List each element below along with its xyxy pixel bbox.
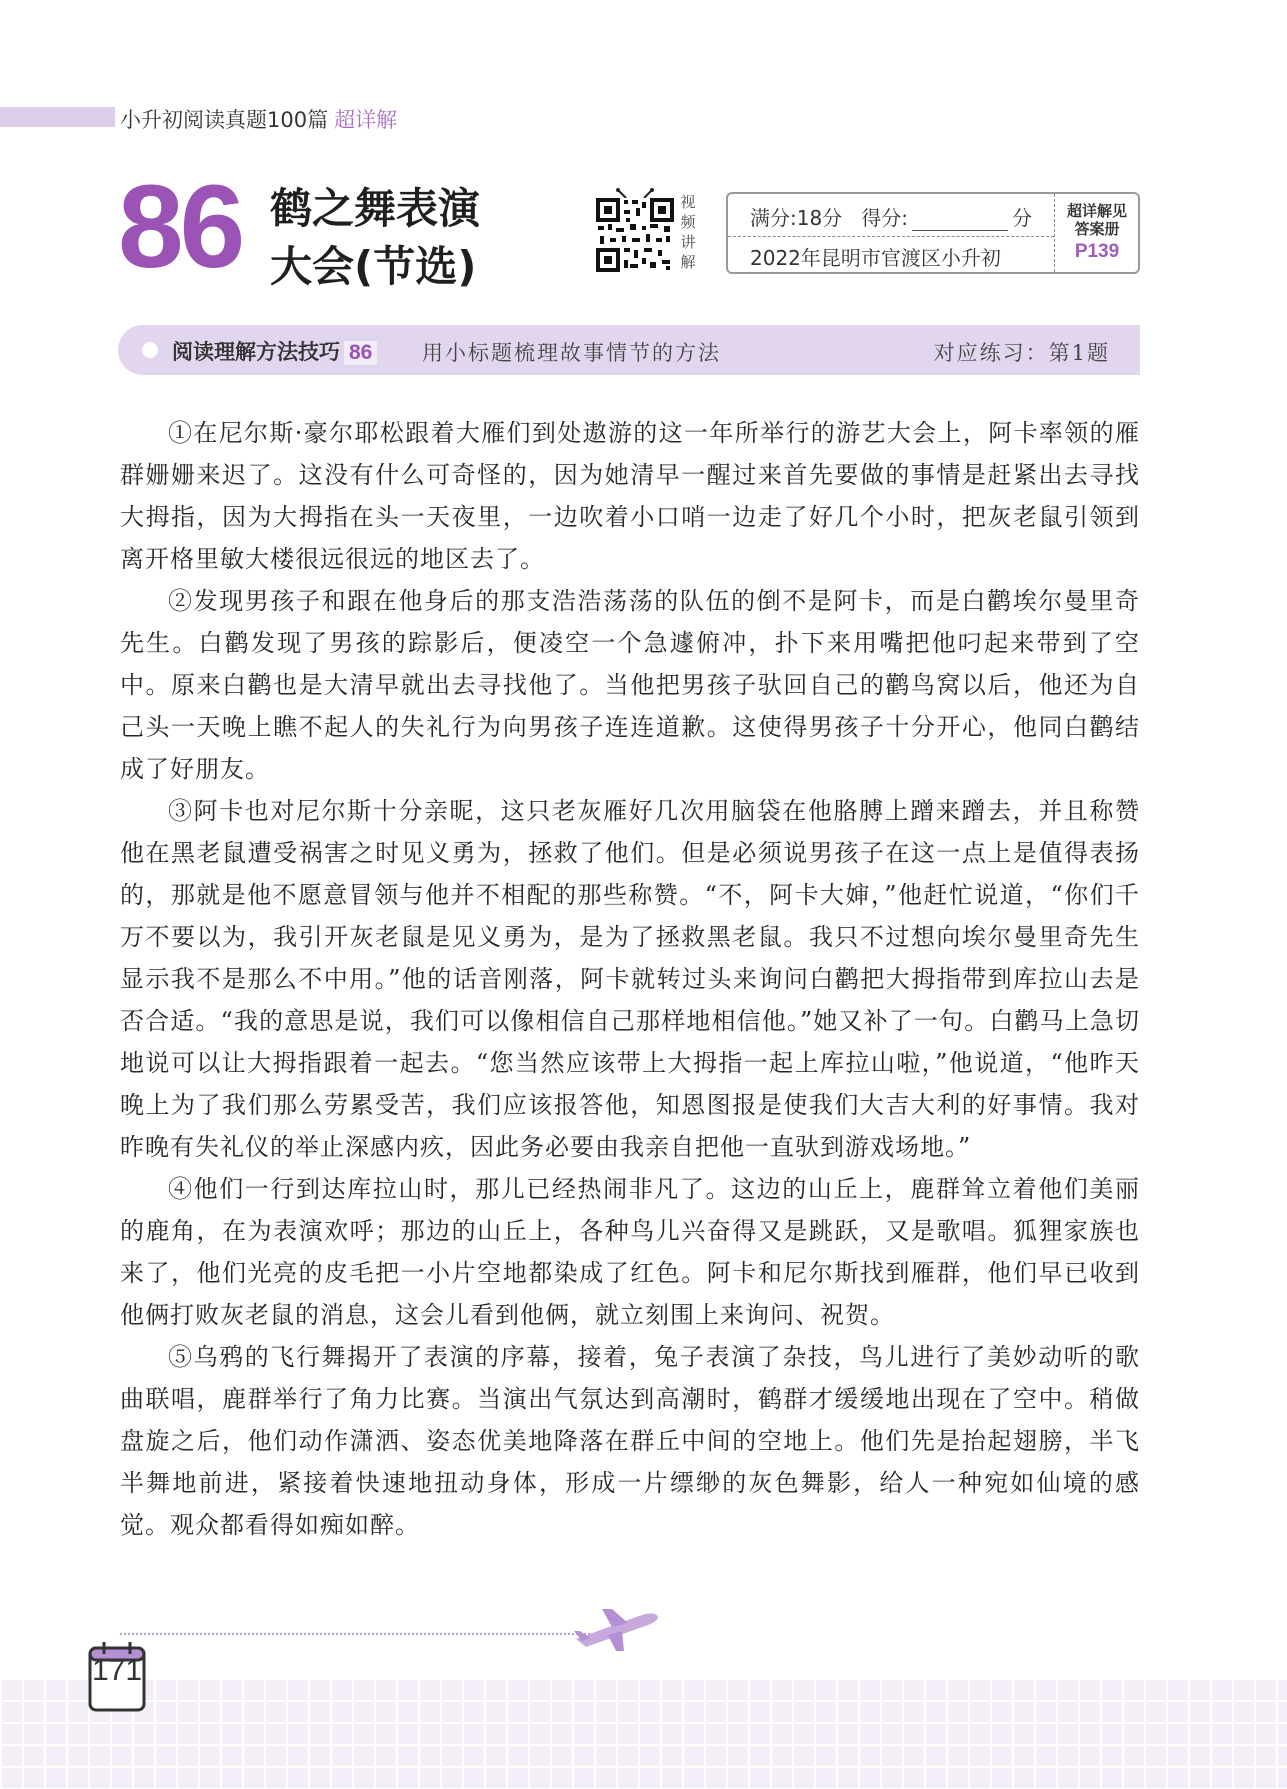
chapter-number: 86	[118, 161, 242, 293]
book-title	[120, 104, 397, 134]
method-title-text: 阅读理解方法技巧	[172, 340, 340, 364]
practice-reference: 对应练习：第1题	[933, 341, 1110, 365]
exam-source: 2022年昆明市官渡区小升初	[750, 246, 1001, 270]
paragraph: ⑤乌鸦的飞行舞揭开了表演的序幕，接着，兔子表演了杂技，鸟儿进行了美妙动听的歌曲联唱，鹿群举行了角力比赛。当演出气氛达到高潮时，鹤群才缓缓地出现在了空中。稍做盘旋之后，他们动作潇洒、姿态优美地降落在群丘中间的空地上。他们先是抬起翅膀，半飞半舞地前进，紧接着快速地扭动身体，形成一片缥缈的灰色舞影，给人一种宛如仙境的感觉。观众都看得如痴如醉。	[120, 1343, 1140, 1539]
footer-grid	[0, 1678, 1287, 1789]
paragraph: ④他们一行到达库拉山时，那儿已经热闹非凡了。这边的山丘上，鹿群耸立着他们美丽的鹿角，在为表演欢呼；那边的山丘上，各种鸟儿兴奋得又是跳跃，又是歌唱。狐狸家族也来了，他们光亮的皮毛把一小片空地都染成了红色。阿卡和尼尔斯找到雁群，他们早已收到他俩打败灰老鼠的消息，这会儿看到他俩，就立刻围上来询问、祝贺。	[120, 1175, 1140, 1329]
method-number: 86	[344, 341, 377, 365]
score-divider	[728, 236, 1054, 237]
score-box	[726, 192, 1140, 274]
chapter-title-line1: 鹤之舞表演	[270, 184, 481, 233]
answer-reference	[1054, 194, 1139, 272]
paragraph: ③阿卡也对尼尔斯十分亲昵，这只老灰雁好几次用脑袋在他胳膊上蹭来蹭去，并且称赞他在黑老鼠遭受祸害之时见义勇为，拯救了他们。但是必须说男孩子在这一点上是值得表扬的，那就是他不愿意冒领与他并不相配的那些称赞。“不，阿卡大婶，”他赶忙说道，“你们千万不要以为，我引开灰老鼠是见义勇为，是为了拯救黑老鼠。我只不过想向埃尔曼里奇先生显示我不是那么不中用。”他的话音刚落，阿卡就转过头来询问白鹳把大拇指带到库拉山去是否合适。“我的意思是说，我们可以像相信自己那样地相信他。”她又补了一句。白鹳马上急切地说可以让大拇指跟着一起去。“您当然应该带上大拇指一起上库拉山啦，”他说道，“他昨天晚上为了我们那么劳累受苦，我们应该报答他，知恩图报是使我们大吉大利的好事情。我对昨晚有失礼仪的举止深感内疚，因此务必要由我亲自把他一直驮到游戏场地。”	[120, 797, 1140, 1161]
qr-label-char: 讲	[680, 233, 696, 251]
paragraph: ②发现男孩子和跟在他身后的那支浩浩荡荡的队伍的倒不是阿卡，而是白鹳埃尔曼里奇先生。白鹳发现了男孩的踪影后，便凌空一个急遽俯冲，扑下来用嘴把他叼起来带到了空中。原来白鹳也是大清早就出去寻找他了。当他把男孩子驮回自己的鹳鸟窝以后，他还为自己头一天晚上瞧不起人的失礼行为向男孩子连连道歉。这使得男孩子十分开心，他同白鹳结成了好朋友。	[120, 587, 1140, 783]
got-score-label: 得分:	[861, 206, 909, 230]
score-row	[750, 202, 1032, 231]
qr-label	[678, 192, 698, 272]
method-description: 用小标题梳理故事情节的方法	[422, 341, 721, 365]
full-score: 满分:18分	[750, 206, 843, 230]
qr-label-char: 频	[680, 213, 696, 231]
airplane-icon	[572, 1605, 662, 1653]
got-score-unit: 分	[1012, 206, 1033, 230]
qr-label-char: 视	[680, 193, 696, 211]
answer-ref-line1: 超详解见	[1066, 202, 1127, 220]
book-title-main: 小升初阅读真题100篇	[120, 108, 329, 132]
header-accent-bar	[0, 107, 115, 127]
qr-code-icon[interactable]	[596, 188, 674, 272]
method-title	[172, 336, 377, 366]
chapter-title-line2: 大会(节选)	[270, 242, 477, 291]
answer-ref-line2: 答案册	[1074, 220, 1120, 238]
chapter-title	[270, 180, 480, 296]
book-title-accent: 超详解	[334, 108, 398, 132]
page-number: 171	[91, 1654, 143, 1687]
footer-dotted-line	[120, 1633, 590, 1635]
qr-label-char: 解	[680, 253, 696, 271]
paragraph: ①在尼尔斯·豪尔耶松跟着大雁们到处遨游的这一年所举行的游艺大会上，阿卡率领的雁群姗姗来迟了。这没有什么可奇怪的，因为她清早一醒过来首先要做的事情是赶紧出去寻找大拇指，因为大拇指在头一天夜里，一边吹着小口哨一边走了好几个小时，把灰老鼠引领到离开格里敏大楼很远很远的地区去了。	[120, 419, 1140, 573]
article-body	[120, 412, 1140, 1546]
bullet-dot-icon	[142, 342, 158, 358]
method-banner	[118, 325, 1140, 375]
score-blank-field[interactable]	[912, 212, 1008, 231]
answer-ref-page: P139	[1074, 241, 1120, 262]
